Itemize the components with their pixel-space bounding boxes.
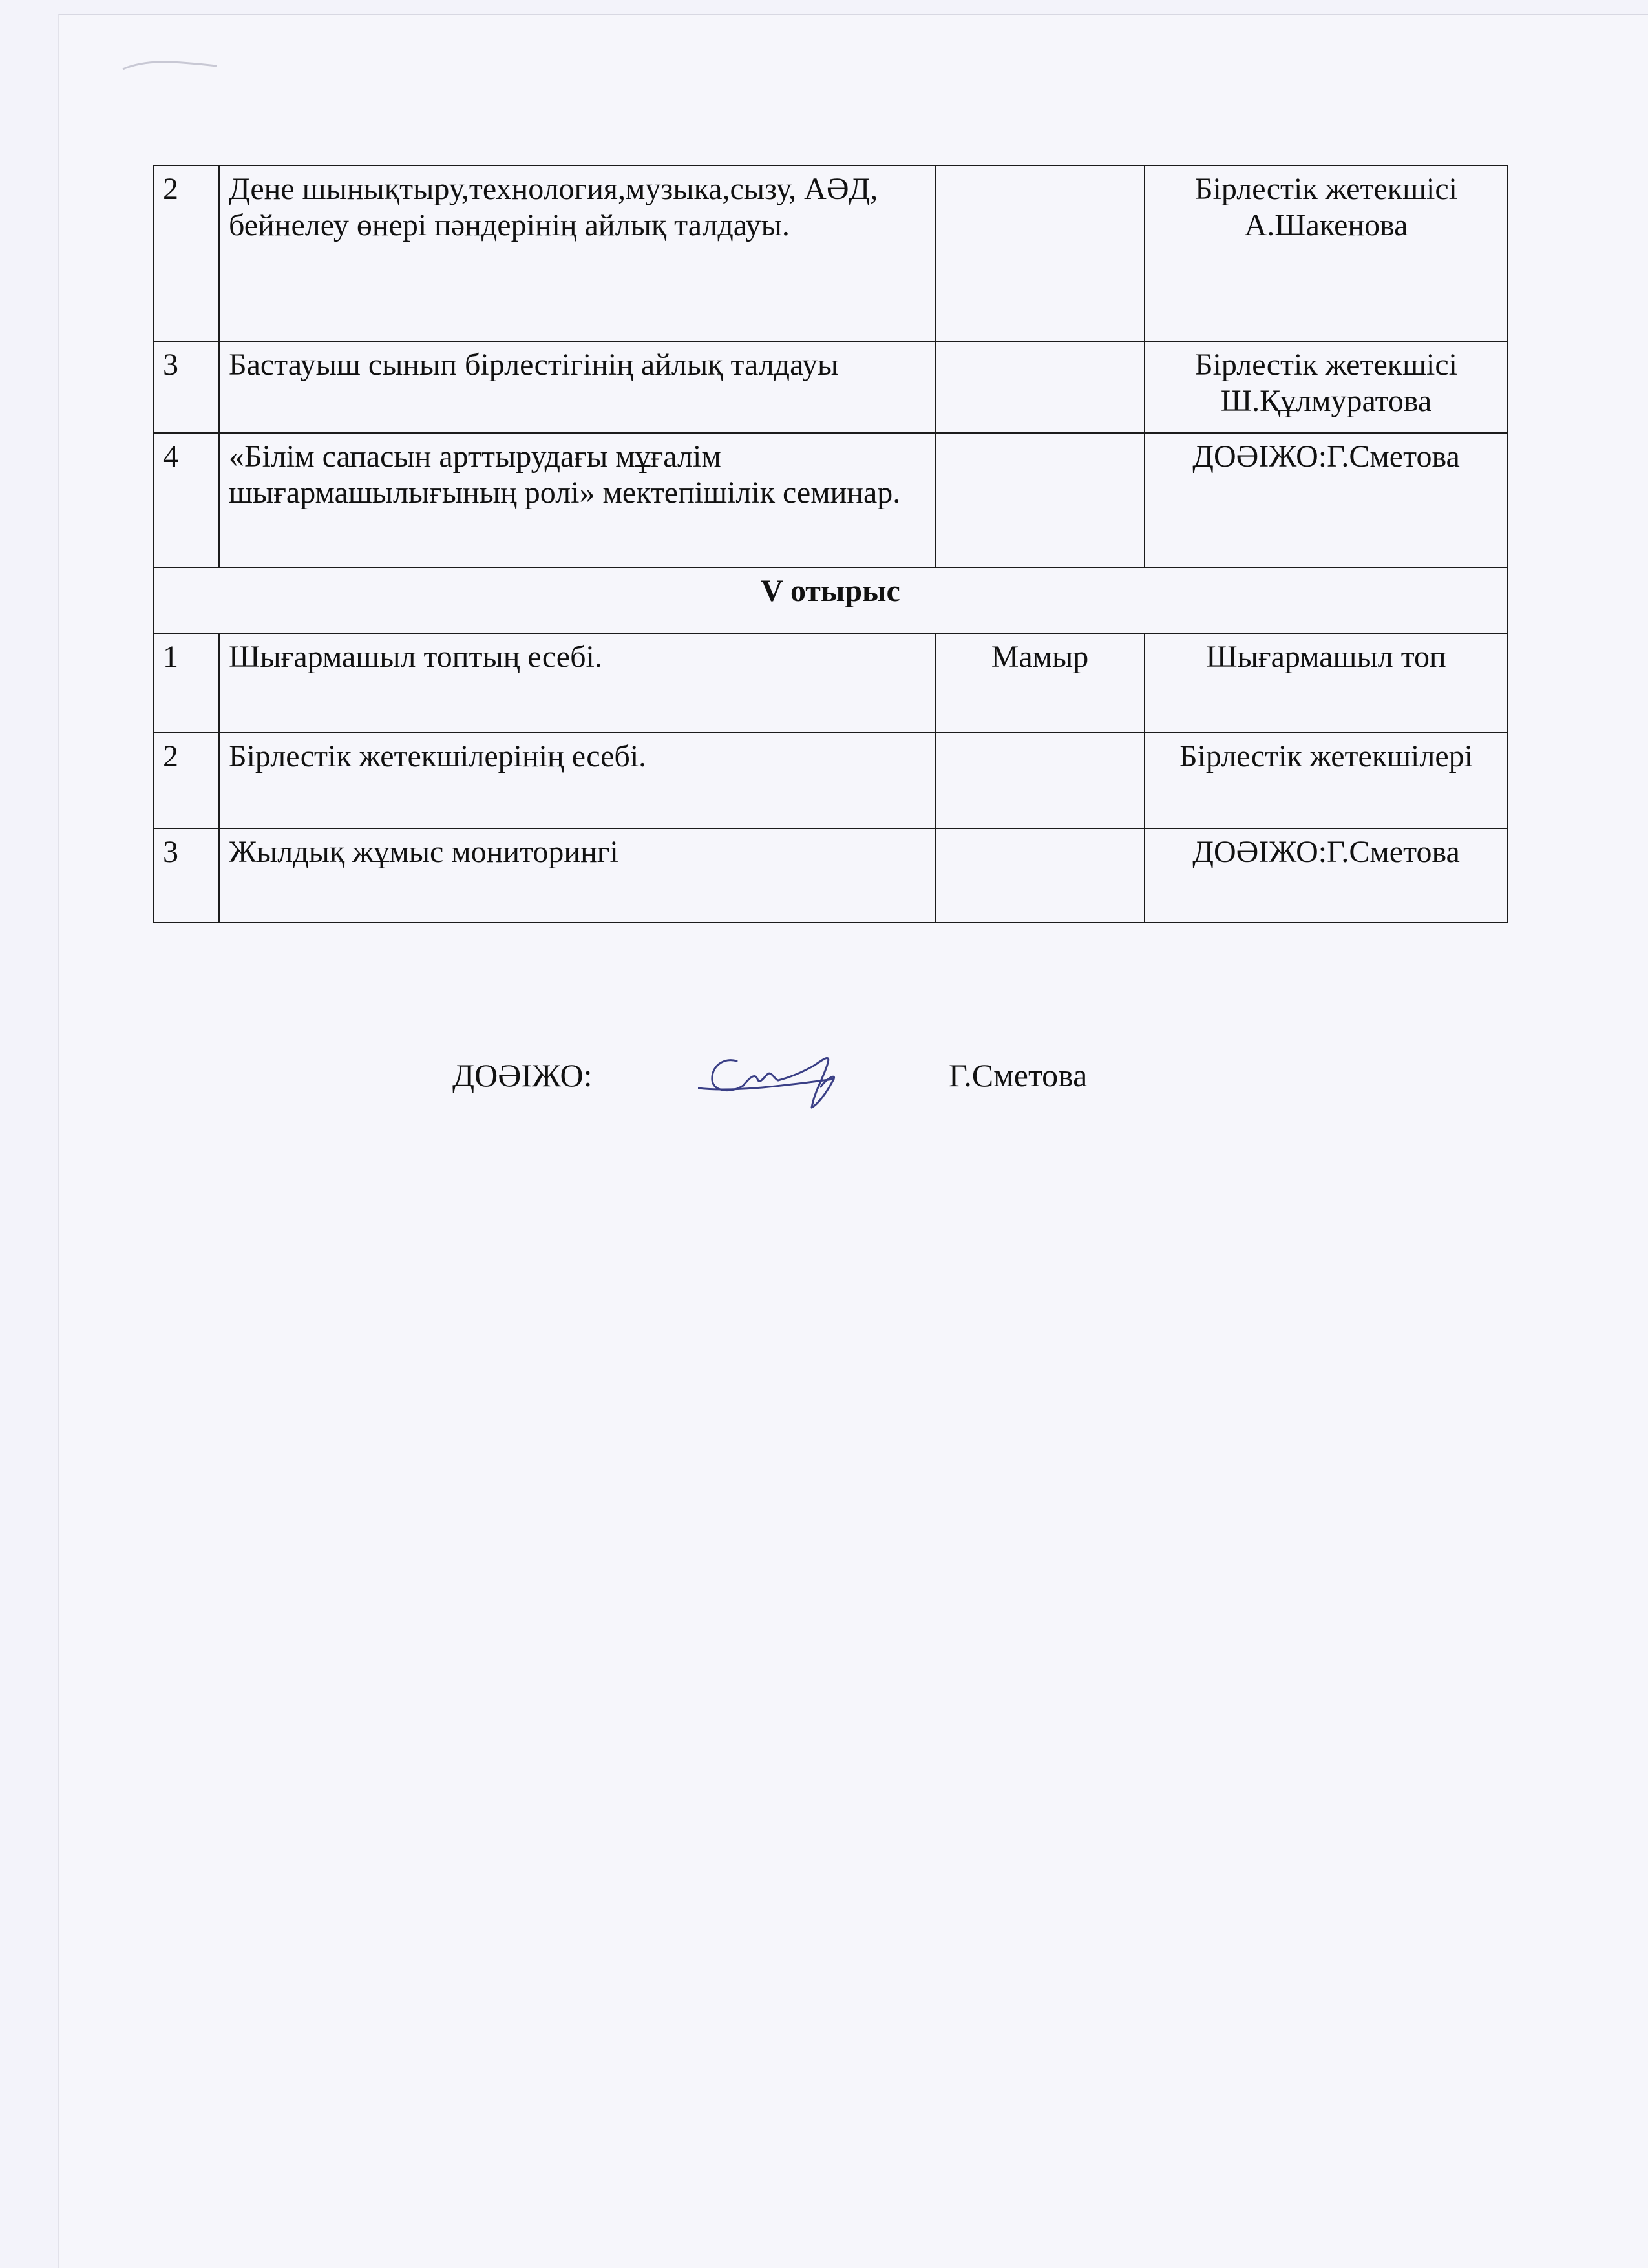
row-task: «Білім сапасын арттырудағы мұғалім шығармашылығының ролі» мектепішілік семинар. (219, 433, 935, 567)
table-row (153, 433, 1508, 567)
footer-name: Г.Сметова (949, 1057, 1088, 1093)
paper-mark (120, 53, 223, 79)
table-row (153, 341, 1508, 433)
row-responsible: Бірлестік жетекшілері (1145, 733, 1508, 828)
row-responsible (1145, 341, 1508, 433)
row-number: 1 (153, 633, 219, 733)
footer-position: ДОӘІЖО: (452, 1057, 593, 1093)
row-number: 3 (153, 828, 219, 923)
row-number: 3 (153, 341, 219, 433)
row-task: Жылдық жұмыс мониторингі (219, 828, 935, 923)
row-number: 2 (153, 165, 219, 341)
table-row (153, 733, 1508, 828)
section-row (153, 567, 1508, 633)
row-date (935, 828, 1145, 923)
row-date (935, 341, 1145, 433)
row-task: Дене шынықтыру,технология,музыка,сызу, АӘД, бейнелеу өнері пәндерінің айлық талдауы. (219, 165, 935, 341)
section-title: V отырыс (153, 567, 1508, 633)
row-date: Мамыр (935, 633, 1145, 733)
row-number: 4 (153, 433, 219, 567)
signature-image (698, 1040, 872, 1124)
responsible-title: Бірлестік жетекшісі (1194, 172, 1458, 206)
row-task: Бірлестік жетекшілерінің есебі. (219, 733, 935, 828)
row-responsible (1145, 165, 1508, 341)
responsible-name: Ш.Құлмуратова (1220, 384, 1432, 418)
table-row (153, 165, 1508, 341)
row-number: 2 (153, 733, 219, 828)
plan-table (153, 165, 1508, 923)
responsible-title: Бірлестік жетекшісі (1194, 348, 1458, 382)
row-responsible: Шығармашыл топ (1145, 633, 1508, 733)
row-date (935, 165, 1145, 341)
responsible-name: А.Шакенова (1244, 208, 1408, 242)
row-responsible (1145, 433, 1508, 567)
table-row (153, 633, 1508, 733)
row-date (935, 433, 1145, 567)
table-row (153, 828, 1508, 923)
row-task: Шығармашыл топтың есебі. (219, 633, 935, 733)
responsible-title: ДОӘІЖО:Г.Сметова (1192, 439, 1460, 474)
row-responsible: ДОӘІЖО:Г.Сметова (1145, 828, 1508, 923)
row-date (935, 733, 1145, 828)
row-task: Бастауыш сынып бірлестігінің айлық талдауы (219, 341, 935, 433)
